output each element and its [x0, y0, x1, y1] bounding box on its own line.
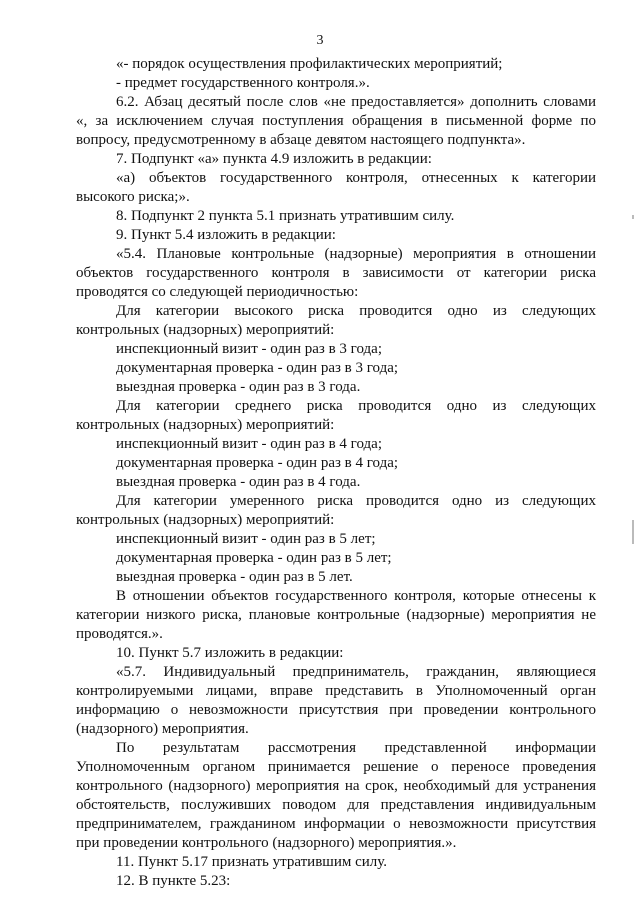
text-line: выездная проверка - один раз в 4 года. [116, 474, 361, 490]
text-line: проводятся со следующей периодичностью: [76, 284, 359, 300]
text-line: высокого риска;». [76, 189, 190, 205]
text-line: инспекционный визит - один раз в 5 лет; [116, 531, 376, 547]
text-line: Для категории умеренного риска проводится одно из следующих [116, 493, 596, 509]
text-line: По результатам рассмотрения представленной информации [116, 740, 596, 756]
text-line: Для категории среднего риска проводится одно из следующих [116, 398, 596, 414]
text-line: Уполномоченным органом принимается решение о переносе проведения [76, 759, 596, 775]
text-line: вопросу, предусмотренному в абзаце девятом настоящего подпункта». [76, 132, 526, 148]
text-line: 11. Пункт 5.17 признать утратившим силу. [116, 854, 388, 870]
text-line: документарная проверка - один раз в 4 года; [116, 455, 399, 471]
text-line: выездная проверка - один раз в 3 года. [116, 379, 361, 395]
text-line: 7. Подпункт «а» пункта 4.9 изложить в редакции: [116, 151, 432, 167]
text-line: 10. Пункт 5.7 изложить в редакции: [116, 645, 344, 661]
text-line: контрольных (надзорных) мероприятий: [76, 512, 335, 528]
text-line: выездная проверка - один раз в 5 лет. [116, 569, 353, 585]
text-line: Для категории высокого риска проводится одно из следующих [116, 303, 596, 319]
text-line: инспекционный визит - один раз в 4 года; [116, 436, 382, 452]
text-line: документарная проверка - один раз в 5 лет; [116, 550, 392, 566]
text-line: контрольных (надзорных) мероприятий: [76, 417, 335, 433]
text-line: «5.4. Плановые контрольные (надзорные) мероприятия в отношении [116, 246, 596, 262]
text-line: объектов государственного контроля в зависимости от категории риска [76, 265, 596, 281]
text-line: информацию о невозможности присутствия при проведении контрольного [76, 702, 596, 718]
text-line: проводятся.». [76, 626, 163, 642]
text-line: «- порядок осуществления профилактических мероприятий; [116, 56, 503, 72]
text-line: 8. Подпункт 2 пункта 5.1 признать утратившим силу. [116, 208, 455, 224]
scan-mark [632, 215, 634, 219]
scan-mark [632, 520, 634, 544]
text-line: «, за исключением случая поступления обращения в письменной форме по [76, 113, 596, 129]
text-line: обстоятельств, послуживших поводом для представления индивидуальным [76, 797, 596, 813]
text-line: 12. В пункте 5.23: [116, 873, 231, 889]
text-line: контролируемыми лицами, вправе представить в Уполномоченный орган [76, 683, 596, 699]
text-line: контрольных (надзорных) мероприятий: [76, 322, 335, 338]
text-line: (надзорного) мероприятия. [76, 721, 249, 737]
text-line: В отношении объектов государственного контроля, которые отнесены к [116, 588, 596, 604]
text-line: 9. Пункт 5.4 изложить в редакции: [116, 227, 336, 243]
text-line: 6.2. Абзац десятый после слов «не предоставляется» дополнить словами [116, 94, 596, 110]
text-line: «а) объектов государственного контроля, отнесенных к категории [116, 170, 596, 186]
text-line: «5.7. Индивидуальный предприниматель, гражданин, являющиеся [116, 664, 596, 680]
text-line: при проведении контрольного (надзорного) мероприятия.». [76, 835, 457, 851]
text-line: документарная проверка - один раз в 3 года; [116, 360, 399, 376]
text-line: инспекционный визит - один раз в 3 года; [116, 341, 382, 357]
text-line: категории низкого риска, плановые контрольные (надзорные) мероприятия не [76, 607, 596, 623]
text-line: - предмет государственного контроля.». [116, 75, 370, 91]
text-line: контрольного (надзорного) мероприятия на срок, необходимый для устранения [76, 778, 596, 794]
page-number: 3 [316, 33, 324, 48]
text-line: предпринимателем, гражданином информации о невозможности присутствия [76, 816, 596, 832]
